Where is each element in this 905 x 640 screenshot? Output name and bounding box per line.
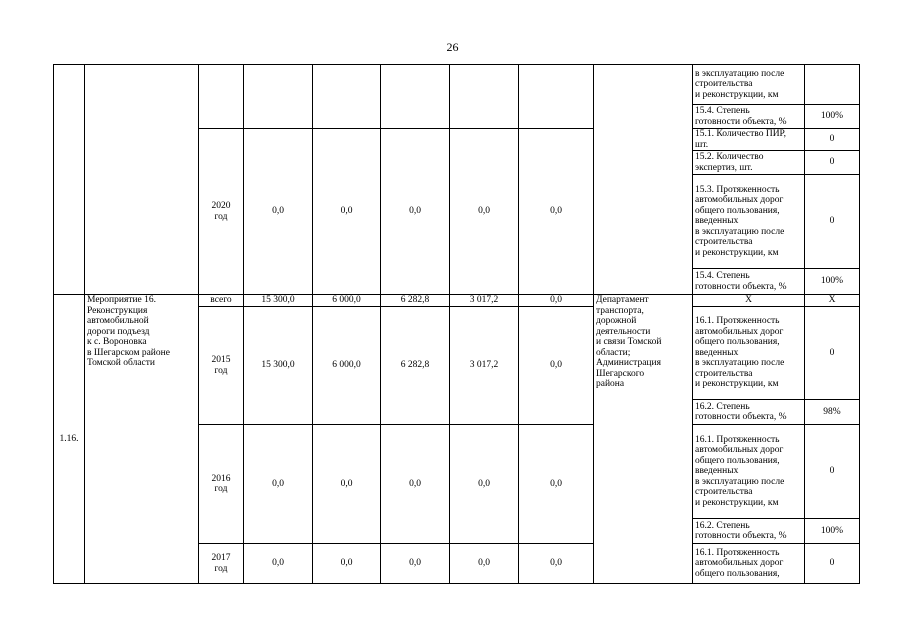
- year-cell: 2017 год: [199, 544, 244, 584]
- value-cell: 6 282,8: [381, 295, 450, 307]
- number-cell: [54, 65, 85, 295]
- executor-cell: Департамент транспорта, дорожной деятельности и связи Томской области; Администрация Шегарского района: [594, 295, 693, 584]
- value-cell: 0,0: [244, 544, 313, 584]
- value-cell: 0,0: [244, 425, 313, 544]
- table-row: [54, 295, 860, 307]
- value-cell: 0,0: [519, 295, 594, 307]
- year-cell: 2020 год: [199, 129, 244, 295]
- value-cell: 0,0: [450, 544, 519, 584]
- value-cell: 3 017,2: [450, 295, 519, 307]
- value-cell: 0,0: [519, 425, 594, 544]
- value-cell: 0,0: [313, 425, 381, 544]
- indicator-cell: 16.1. Протяженность автомобильных дорог общего пользования, введенных в эксплуатацию после строительства и реконструкции, км: [693, 425, 805, 519]
- year-cell: всего: [199, 295, 244, 307]
- name-cell: [85, 65, 199, 295]
- year-cell: [199, 65, 244, 129]
- indicator-value: 0: [805, 425, 860, 519]
- indicator-value: 0: [805, 175, 860, 269]
- indicator-value: [805, 65, 860, 105]
- value-cell: 0,0: [313, 129, 381, 295]
- indicator-cell: 15.4. Степень готовности объекта, %: [693, 269, 805, 295]
- indicator-cell: 15.2. Количество экспертиз, шт.: [693, 151, 805, 175]
- year-cell: 2016 год: [199, 425, 244, 544]
- value-cell: 15 300,0: [244, 295, 313, 307]
- indicator-cell: 16.2. Степень готовности объекта, %: [693, 400, 805, 425]
- value-cell: 0,0: [313, 544, 381, 584]
- value-cell: 3 017,2: [450, 307, 519, 425]
- value-cell: 6 282,8: [381, 307, 450, 425]
- value-cell: 6 000,0: [313, 307, 381, 425]
- value-cell: 0,0: [381, 425, 450, 544]
- indicator-value: 0: [805, 544, 860, 584]
- value-cell: 0,0: [450, 129, 519, 295]
- value-cell: 0,0: [381, 129, 450, 295]
- value-cell: 0,0: [381, 544, 450, 584]
- year-cell: 2015 год: [199, 307, 244, 425]
- indicator-value: 0: [805, 151, 860, 175]
- value-cell: 0,0: [519, 307, 594, 425]
- indicator-value: 0: [805, 307, 860, 400]
- indicator-cell: 15.3. Протяженность автомобильных дорог общего пользования, введенных в эксплуатацию после строительства и реконструкции, км: [693, 175, 805, 269]
- value-cell: 15 300,0: [244, 307, 313, 425]
- name-cell: Мероприятие 16. Реконструкция автомобильной дороги подъезд к с. Вороновка в Шегарском районе Томской области: [85, 295, 199, 584]
- indicator-value: 100%: [805, 519, 860, 544]
- indicator-cell: X: [693, 295, 805, 307]
- indicator-cell: 16.2. Степень готовности объекта, %: [693, 519, 805, 544]
- executor-cell: [594, 65, 693, 295]
- page-number: 26: [446, 40, 459, 54]
- indicator-value: 0: [805, 129, 860, 151]
- indicator-cell: 15.4. Степень готовности объекта, %: [693, 105, 805, 129]
- value-cell: 0,0: [450, 425, 519, 544]
- indicator-cell: 15.1. Количество ПИР, шт.: [693, 129, 805, 151]
- number-cell: 1.16.: [54, 295, 85, 584]
- value-cell: 0,0: [519, 129, 594, 295]
- program-table: [53, 64, 860, 584]
- indicator-cell: 16.1. Протяженность автомобильных дорог общего пользования, введенных в эксплуатацию после строительства и реконструкции, км: [693, 307, 805, 400]
- table-row: [54, 65, 860, 105]
- indicator-value: 98%: [805, 400, 860, 425]
- indicator-value: 100%: [805, 269, 860, 295]
- value-cell: 0,0: [519, 544, 594, 584]
- indicator-cell: 16.1. Протяженность автомобильных дорог общего пользования,: [693, 544, 805, 584]
- indicator-value: X: [805, 295, 860, 307]
- value-cell: 0,0: [244, 129, 313, 295]
- indicator-cell: в эксплуатацию после строительства и реконструкции, км: [693, 65, 805, 105]
- value-cell: 6 000,0: [313, 295, 381, 307]
- indicator-value: 100%: [805, 105, 860, 129]
